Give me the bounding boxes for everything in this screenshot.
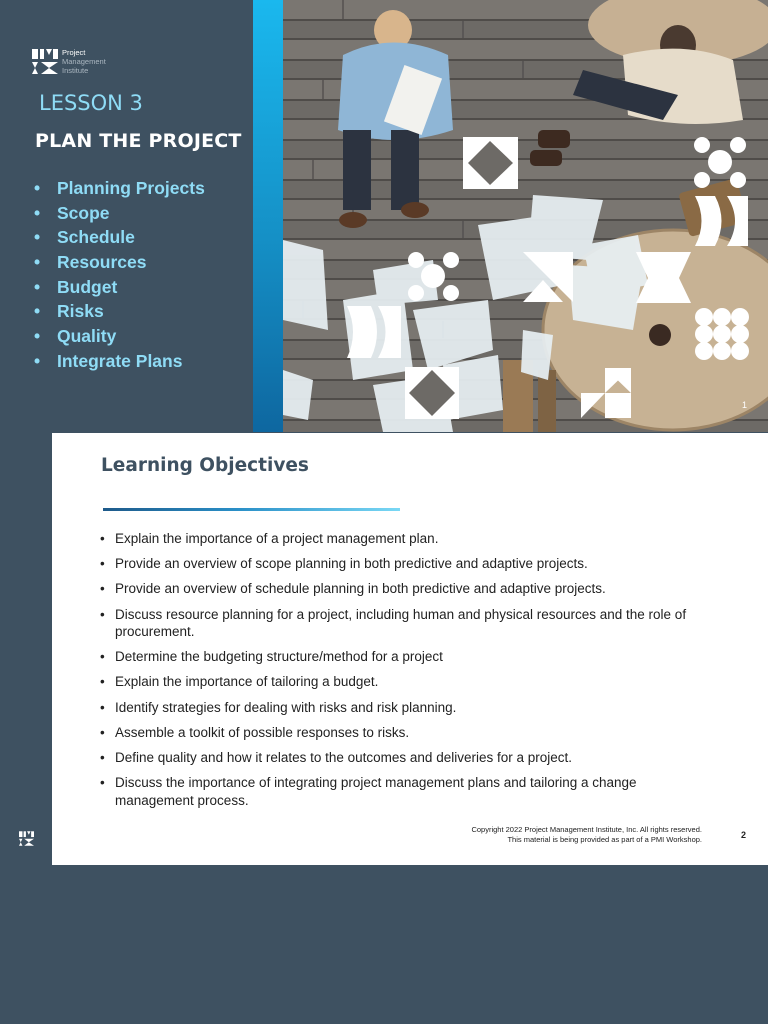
bullet: • — [34, 227, 41, 248]
topic-label: Quality — [57, 326, 117, 347]
topic-item — [34, 275, 205, 300]
slide-1 — [0, 0, 768, 432]
slide-sidebar — [0, 433, 52, 865]
bullet: • — [34, 178, 41, 198]
pmi-logo — [32, 49, 122, 75]
objective-item: • Explain the importance of a project management plan. — [100, 530, 700, 548]
copyright-line-1: Copyright 2022 Project Management Institute, Inc. All rights reserved. — [471, 825, 702, 834]
lesson-label: LESSON 3 — [39, 91, 143, 115]
topic-item — [34, 176, 205, 201]
bullet: • — [34, 350, 41, 371]
topic-item — [34, 324, 205, 349]
topic-item — [34, 201, 205, 226]
topic-item — [34, 349, 205, 374]
objective-item: • Discuss resource planning for a project, including human and physical resources and the role of procurement. — [100, 606, 700, 641]
logo-line-1: Project — [62, 48, 86, 57]
slide-number: 1 — [742, 400, 748, 410]
objective-item: • Discuss the importance of integrating project management plans and tailoring a change management process. — [100, 774, 700, 809]
copyright-line-2: This material is being provided as part of a PMI Workshop. — [507, 834, 702, 844]
topic-label: Schedule — [57, 227, 135, 248]
topic-label: Budget — [57, 276, 118, 297]
topic-label: Risks — [57, 301, 104, 322]
objective-item: • Assemble a toolkit of possible responses to risks. — [100, 724, 700, 742]
topic-label: Resources — [57, 252, 147, 273]
bullet: • — [34, 202, 41, 223]
slide-2 — [0, 433, 768, 865]
objective-item: • Determine the budgeting structure/method for a project — [100, 648, 700, 666]
topic-label: Integrate Plans — [57, 350, 183, 371]
pmi-logo-icon — [32, 49, 58, 74]
logo-line-2: Management — [62, 57, 106, 66]
pmi-logo-icon — [19, 831, 34, 846]
objectives-list — [100, 530, 700, 817]
topic-label: Planning Projects — [57, 178, 205, 198]
bullet: • — [34, 252, 41, 273]
learning-objectives-title: Learning Objectives — [101, 455, 309, 476]
objective-item: • Identify strategies for dealing with risks and risk planning. — [100, 699, 700, 717]
meeting-photo — [283, 0, 768, 432]
objective-item: • Provide an overview of scope planning in both predictive and adaptive projects. — [100, 555, 700, 573]
bullet: • — [34, 276, 41, 297]
bullet: • — [34, 326, 41, 347]
topic-label: Scope — [57, 202, 110, 223]
slide-number: 2 — [741, 830, 747, 840]
title-underline — [103, 508, 400, 511]
accent-bar — [253, 0, 283, 432]
objective-item: • Define quality and how it relates to the outcomes and deliveries for a project. — [100, 749, 700, 767]
topic-item — [34, 250, 205, 275]
objective-item: • Explain the importance of tailoring a budget. — [100, 673, 700, 691]
objective-item: • Provide an overview of schedule planning in both predictive and adaptive projects. — [100, 580, 700, 598]
topic-list — [34, 176, 205, 374]
bullet: • — [34, 301, 41, 322]
slide-1-title: PLAN THE PROJECT — [35, 130, 242, 152]
topic-item — [34, 225, 205, 250]
topic-item — [34, 299, 205, 324]
logo-line-3: Institute — [62, 66, 89, 75]
copyright-notice — [471, 825, 702, 844]
